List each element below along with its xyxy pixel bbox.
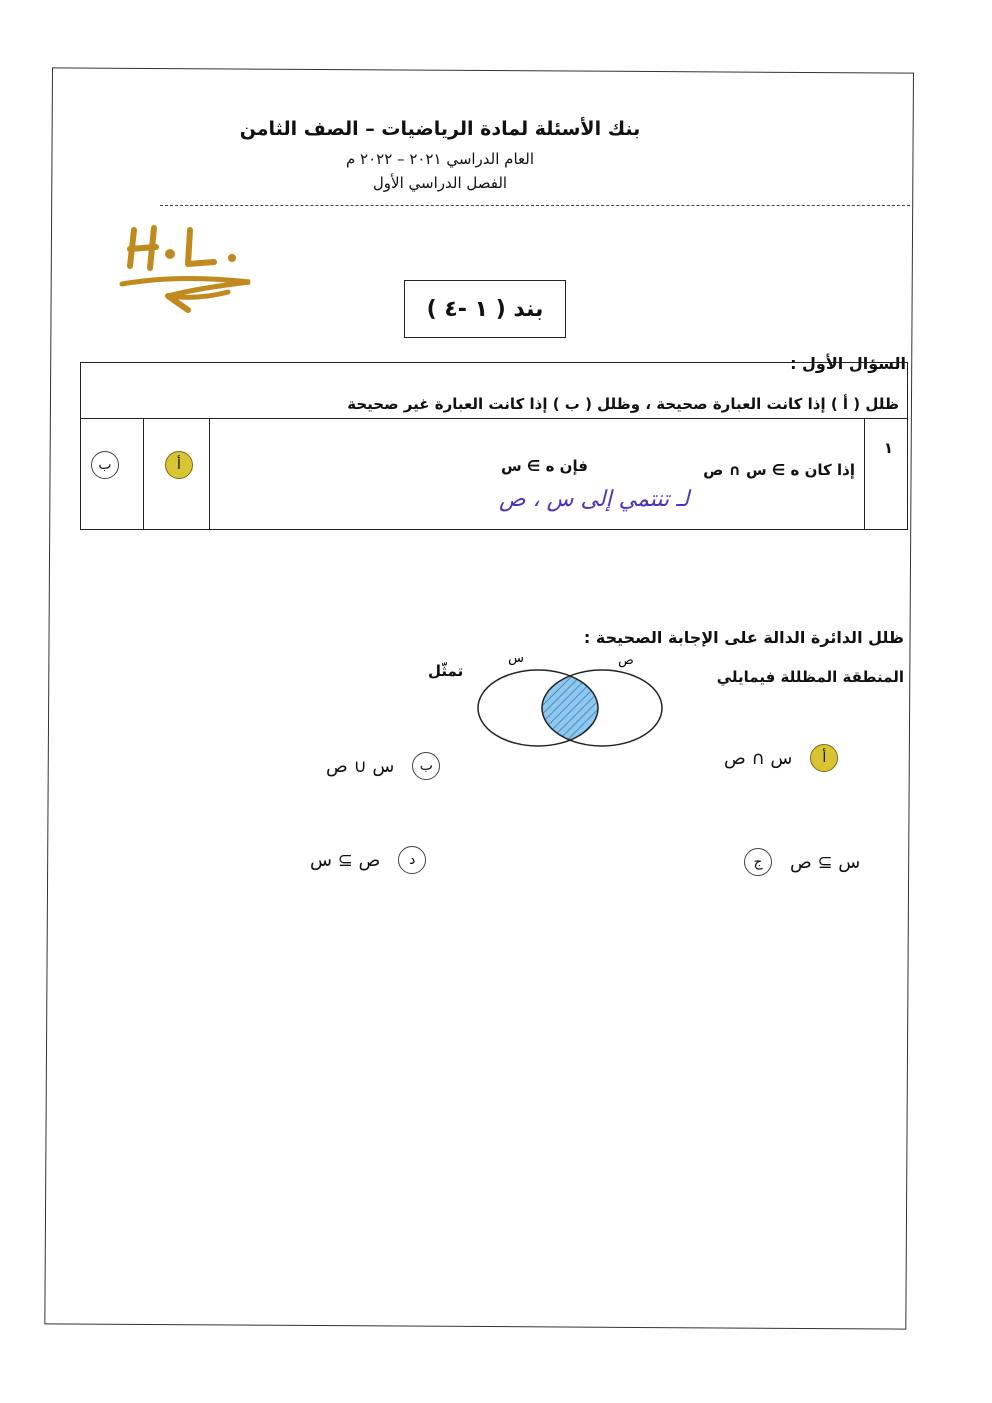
question2-instruction: ظلل الدائرة الدالة على الإجابة الصحيحة :: [583, 628, 904, 647]
option-expression: س ∩ ص: [724, 747, 793, 769]
page-title: بنك الأسئلة لمادة الرياضيات – الصف الثامن: [239, 118, 641, 140]
header-divider: [160, 205, 910, 206]
question1-instruction-row: [81, 363, 907, 419]
option-circle[interactable]: ب: [412, 752, 440, 780]
semester: الفصل الدراسي الأول: [372, 174, 508, 192]
question1-option-b[interactable]: ب: [91, 451, 119, 479]
option-expression: س ⊇ ص: [790, 851, 861, 873]
hl-logo: [118, 222, 258, 326]
venn-label-left: س: [508, 651, 524, 666]
option-expression: ص ⊇ س: [310, 849, 381, 871]
handwritten-note: لـ تنتمي إلى س ، ص: [499, 487, 690, 512]
option-column-divider: [143, 418, 144, 529]
option-circle[interactable]: أ: [810, 744, 838, 772]
question1-statement-conclusion: فإن ه ∋ س: [501, 457, 588, 475]
option-circle[interactable]: د: [398, 846, 426, 874]
question2-option-b[interactable]: [326, 752, 440, 780]
question2-region-text: المنطقة المظللة فيمايلي: [716, 668, 904, 686]
section-label: بند ( ١ -٤ ): [404, 280, 566, 338]
number-column-divider: [864, 418, 865, 529]
venn-diagram: [470, 650, 670, 754]
answer-column-divider: [209, 418, 210, 529]
question2-option-c[interactable]: [744, 848, 860, 876]
question1-number: ١: [883, 439, 893, 457]
question1-label: السؤال الأول :: [790, 354, 906, 373]
question1-option-a[interactable]: أ: [165, 451, 193, 479]
option-circle[interactable]: ج: [744, 848, 772, 876]
question2-option-d[interactable]: [310, 846, 426, 874]
venn-label-right: ص: [618, 653, 634, 668]
question1-instruction: ظلل ( أ ) إذا كانت العبارة صحيحة ، وظلل ( ب ) إذا كانت العبارة غير صحيحة: [347, 395, 899, 413]
academic-year: العام الدراسي ٢٠٢١ – ٢٠٢٢ م: [345, 150, 535, 168]
question2-option-a[interactable]: [724, 744, 838, 772]
question2-represents: تمثّل: [428, 662, 464, 680]
question1-table: [80, 362, 908, 530]
option-expression: س ∪ ص: [326, 755, 395, 777]
question1-statement: إذا كان ه ∋ س ∩ ص: [703, 461, 855, 479]
